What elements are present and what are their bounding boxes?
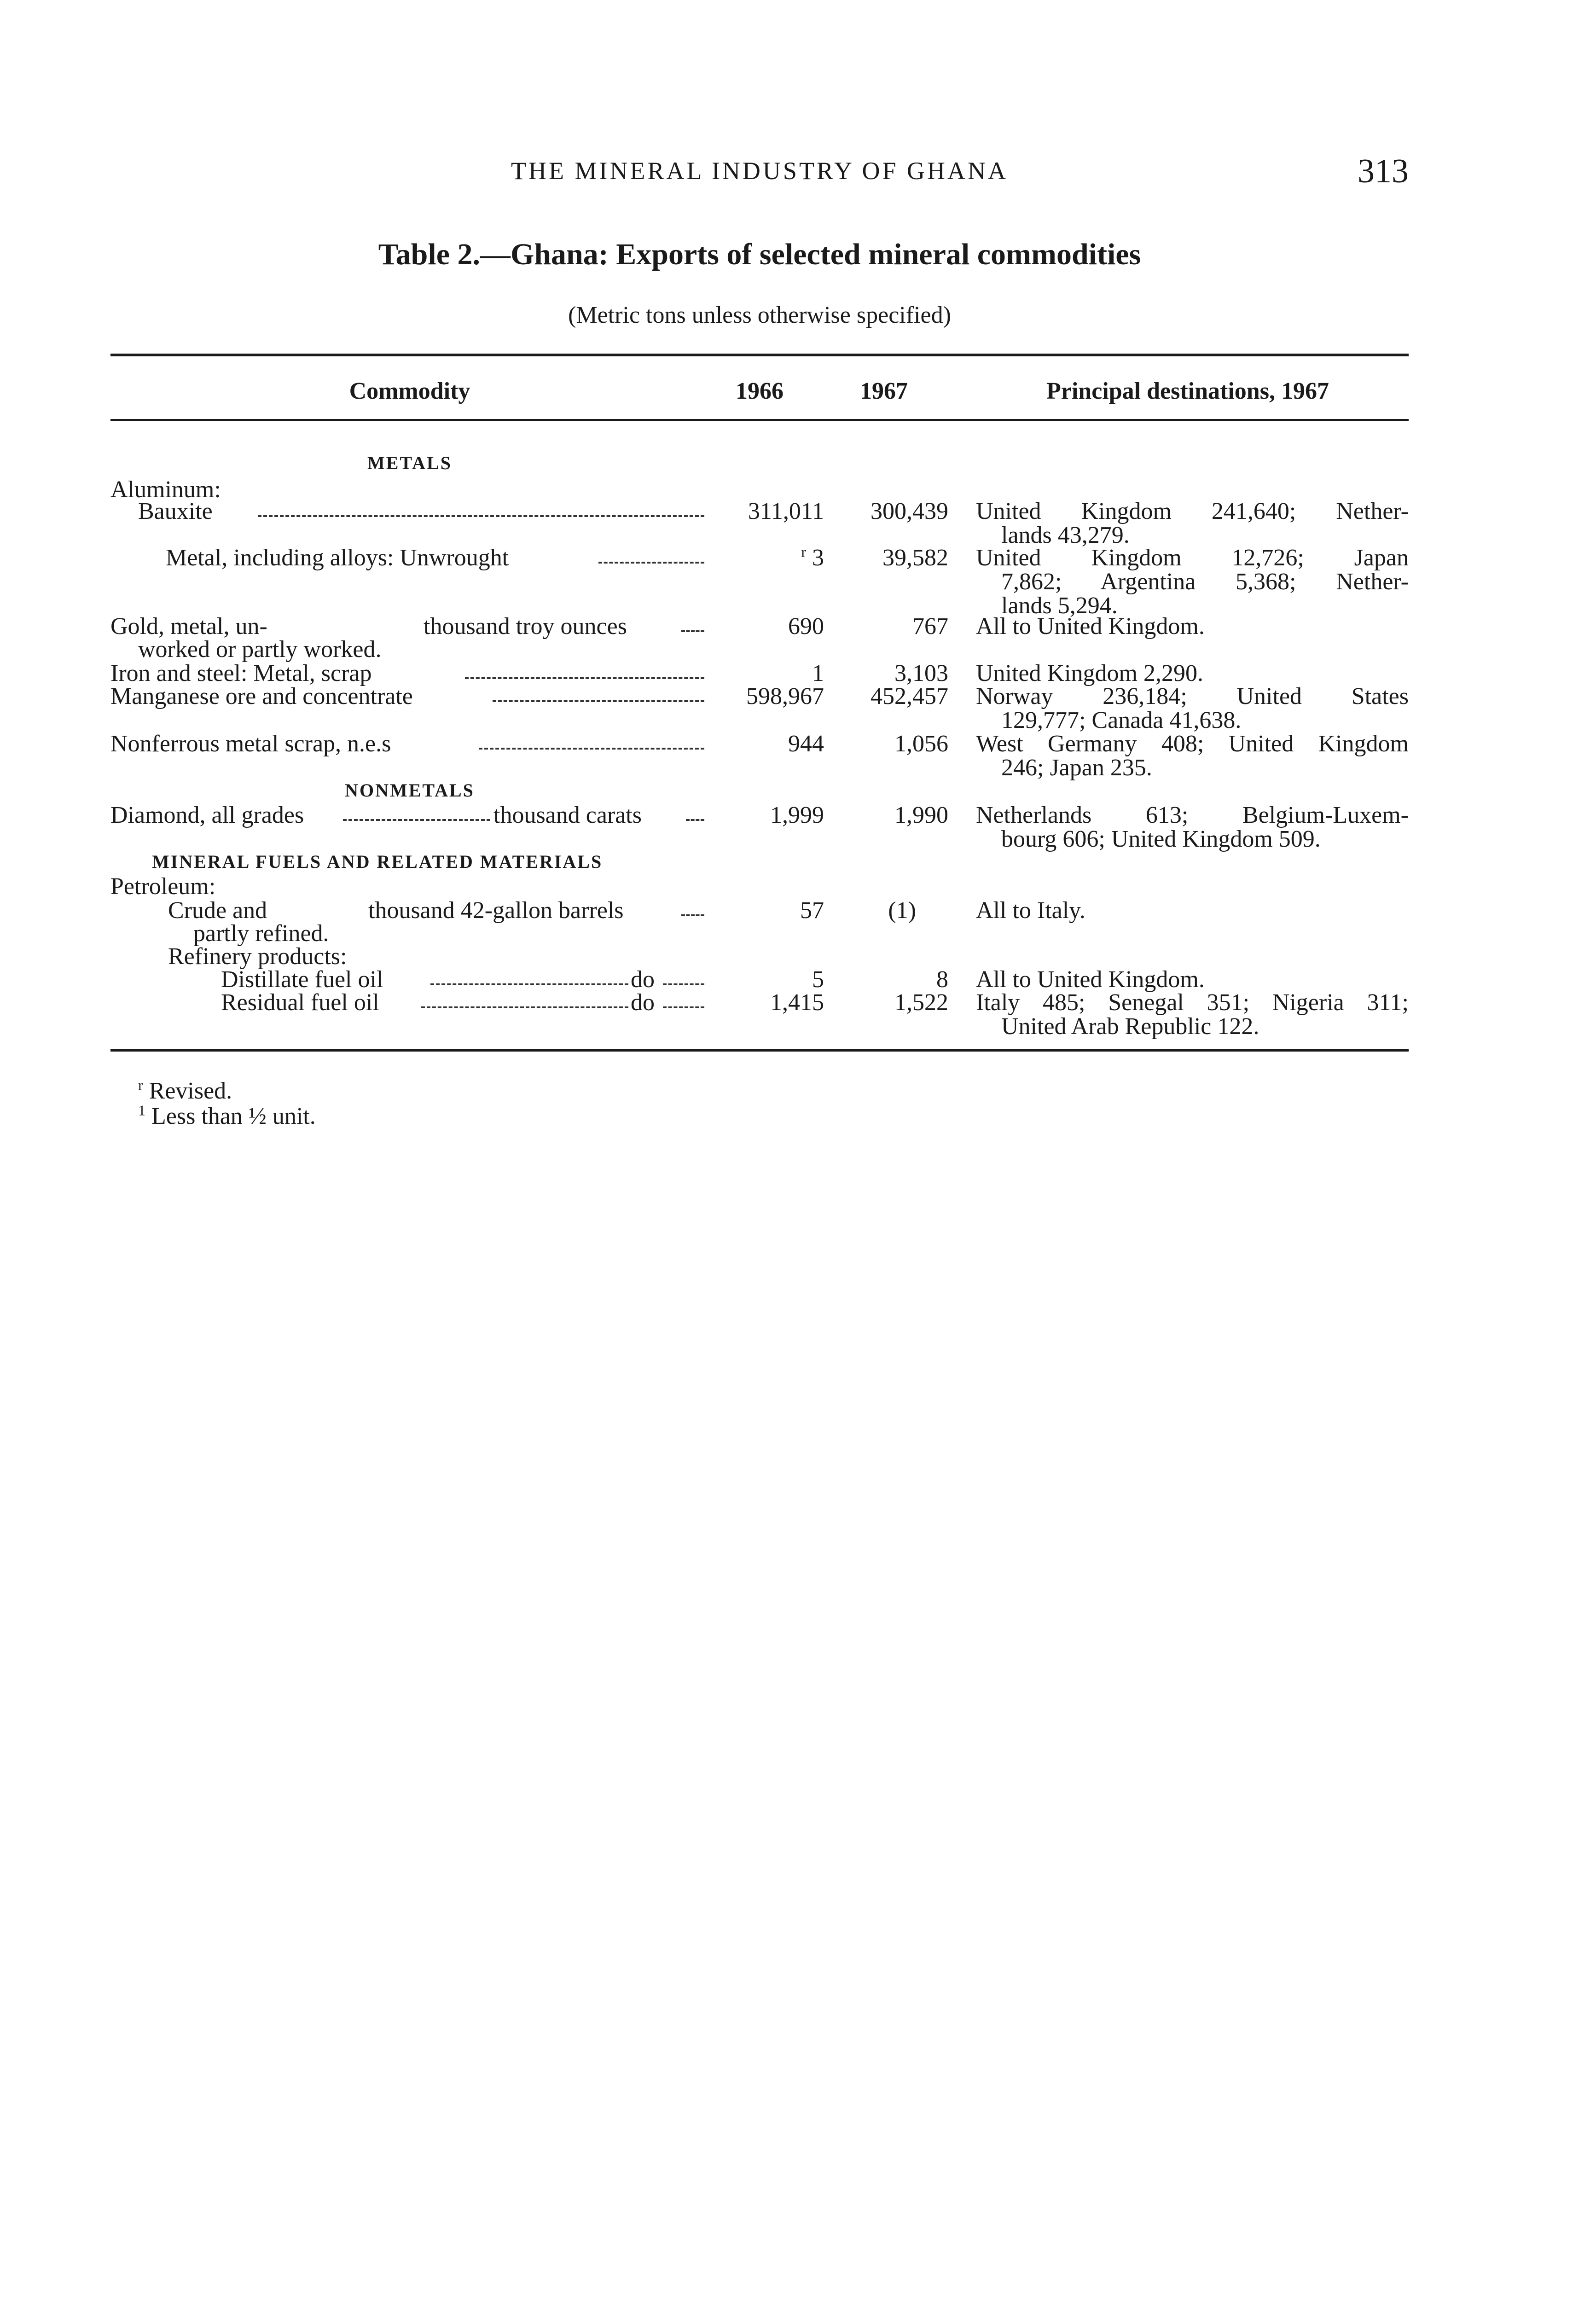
table-top-rule: [110, 354, 1409, 356]
value-1966: 311,011: [748, 498, 824, 524]
destinations-cell: [976, 615, 1409, 639]
footnote-text: Less than ½ unit.: [151, 1103, 316, 1129]
destination-line: United Kingdom 241,640; Nether-: [976, 498, 1409, 524]
destination-line: United Arab Republic 122.: [1001, 1013, 1259, 1040]
destinations-cell: [976, 546, 1409, 618]
value-1967: (1): [888, 897, 916, 924]
row-label: Manganese ore and concentrate: [110, 683, 413, 709]
table-title: Table 2.—Ghana: Exports of selected mineral commodities: [378, 238, 1141, 271]
footnote-mark: 1: [138, 1102, 145, 1119]
destination-line: Netherlands 613; Belgium-Luxem-: [976, 802, 1409, 828]
dot-leader: [598, 562, 704, 564]
destinations-cell: [976, 968, 1409, 992]
footnote-mark: r: [138, 1076, 143, 1093]
section-mineral-fuels: MINERAL FUELS AND RELATED MATERIALS: [152, 851, 603, 872]
row-label: Diamond, all grades: [110, 802, 304, 828]
row-label: Metal, including alloys: Unwrought: [166, 545, 509, 571]
row-label: Iron and steel: Metal, scrap: [110, 660, 372, 686]
value-text: 3: [812, 545, 824, 571]
row-label: Distillate fuel oil: [221, 966, 383, 993]
destinations-cell: [976, 685, 1409, 732]
value-1966: 57: [800, 897, 824, 924]
row-label-continuation: partly refined.: [193, 920, 329, 947]
unit-label: thousand 42-gallon barrels: [368, 897, 624, 924]
unit-label: thousand carats: [493, 802, 642, 828]
dot-leader: [343, 819, 490, 821]
destination-line: All to Italy.: [976, 897, 1085, 924]
value-1966: 1: [812, 660, 824, 686]
value-1967: 8: [936, 966, 948, 993]
value-1966: 1,999: [770, 802, 824, 828]
row-label: Residual fuel oil: [221, 989, 379, 1016]
row-refinery-label: Refinery products:: [168, 943, 347, 970]
unit-label: do: [631, 966, 655, 993]
unit-label: do: [631, 989, 655, 1016]
value-1967: 1,056: [894, 731, 948, 757]
value-1967: 1,990: [894, 802, 948, 828]
destination-line: 246; Japan 235.: [1001, 755, 1152, 781]
destination-line: United Kingdom 2,290.: [976, 660, 1203, 686]
header-1966: 1966: [736, 378, 783, 404]
value-1966: 944: [788, 731, 824, 757]
destination-line: 129,777; Canada 41,638.: [1001, 707, 1242, 733]
value-1967: 300,439: [871, 498, 948, 524]
destination-line: All to United Kingdom.: [976, 613, 1205, 639]
destination-line: 7,862; Argentina 5,368; Nether-: [1001, 569, 1409, 595]
destinations-cell: [976, 991, 1409, 1039]
row-label: Gold, metal, un-: [110, 613, 267, 639]
row-label: Nonferrous metal scrap, n.e.s: [110, 731, 391, 757]
row-label: Crude and: [168, 897, 267, 924]
destinations-cell: [976, 500, 1409, 547]
value-1966: 598,967: [746, 683, 824, 709]
value-1967: 39,582: [882, 545, 948, 571]
running-title: THE MINERAL INDUSTRY OF GHANA: [511, 157, 1008, 185]
destination-line: lands 43,279.: [1001, 522, 1130, 548]
row-petroleum-label: Petroleum:: [110, 873, 216, 900]
row-label: Bauxite: [138, 498, 213, 524]
dot-leader: [258, 515, 704, 517]
value-1966: 1,415: [770, 989, 824, 1016]
revised-mark: r: [801, 543, 806, 560]
header-commodity: Commodity: [349, 378, 470, 404]
destinations-cell: [976, 662, 1409, 686]
dot-leader: [430, 983, 628, 985]
value-1966: 690: [788, 613, 824, 639]
destination-line: Italy 485; Senegal 351; Nigeria 311;: [976, 989, 1409, 1016]
destination-line: All to United Kingdom.: [976, 966, 1205, 993]
header-1967: 1967: [860, 378, 908, 404]
destination-line: bourg 606; United Kingdom 509.: [1001, 826, 1321, 852]
value-1967: 1,522: [894, 989, 948, 1016]
unit-label: thousand troy ounces: [424, 613, 627, 639]
header-destinations: Principal destinations, 1967: [1046, 378, 1329, 404]
destinations-cell: [976, 803, 1409, 851]
section-metals: METALS: [367, 453, 452, 473]
dot-leader: [493, 700, 704, 702]
dot-leader: [465, 677, 704, 679]
destinations-cell: [976, 899, 1409, 923]
value-1967: 767: [912, 613, 948, 639]
footnote-less-than: [138, 1103, 316, 1130]
footnote-text: Revised.: [149, 1078, 232, 1104]
row-aluminum-label: Aluminum:: [110, 477, 221, 503]
table-subtitle: (Metric tons unless otherwise specified): [568, 302, 951, 328]
table-bottom-rule: [110, 1049, 1409, 1052]
header-rule: [110, 419, 1409, 421]
running-head: [110, 152, 1409, 193]
value-1967: 452,457: [871, 683, 948, 709]
dot-leader: [421, 1006, 628, 1008]
footnote-revised: [138, 1077, 232, 1104]
value-1966: [691, 543, 824, 571]
value-1967: 3,103: [894, 660, 948, 686]
section-nonmetals: NONMETALS: [345, 780, 475, 801]
destination-line: lands 5,294.: [1001, 593, 1118, 619]
destinations-cell: [976, 732, 1409, 780]
page-number: 313: [1358, 152, 1409, 190]
row-label-continuation: worked or partly worked.: [138, 636, 382, 663]
dot-leader: [479, 748, 704, 750]
destination-line: West Germany 408; United Kingdom: [976, 731, 1409, 757]
value-1966: 5: [812, 966, 824, 993]
destination-line: United Kingdom 12,726; Japan: [976, 545, 1409, 571]
destination-line: Norway 236,184; United States: [976, 683, 1409, 709]
